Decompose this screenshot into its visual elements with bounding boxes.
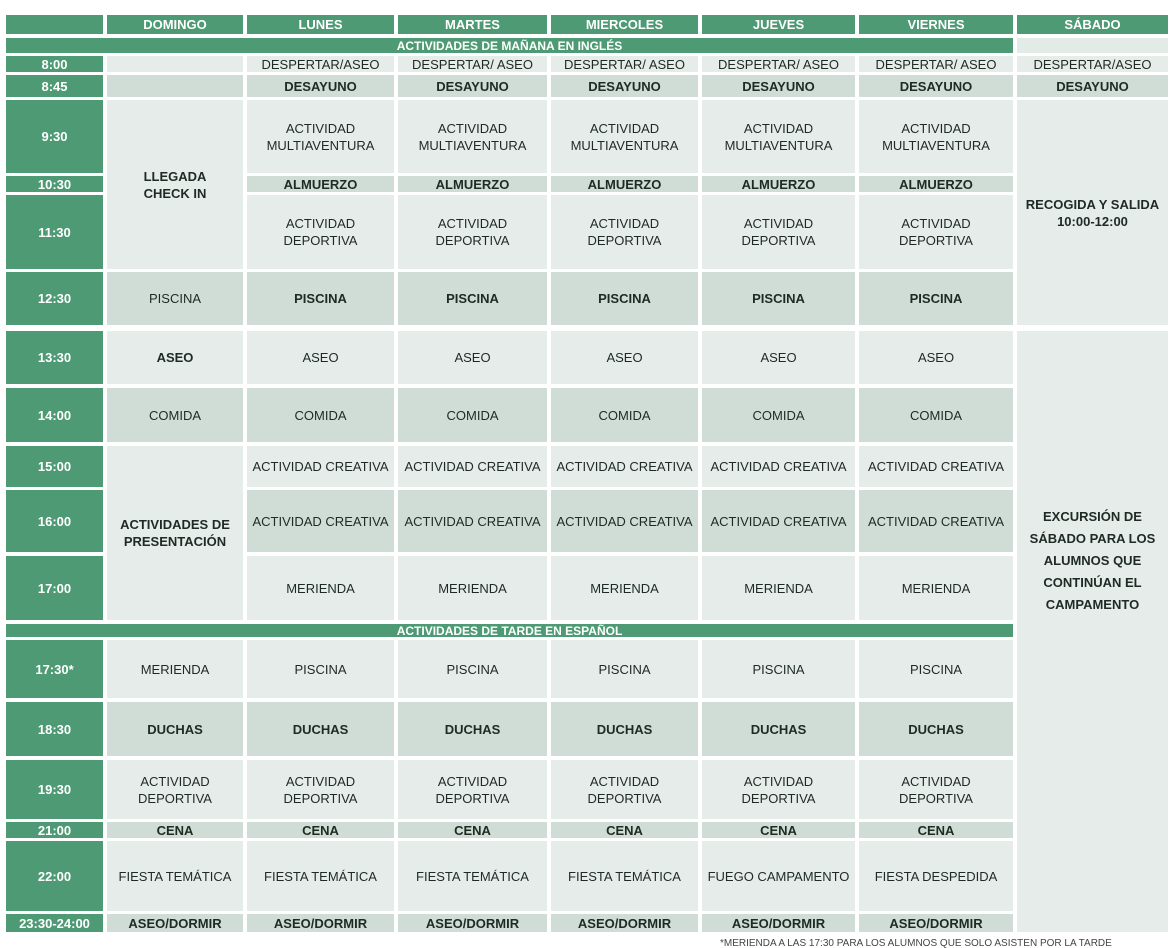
time-cell: 16:00	[6, 490, 103, 552]
activity-cell: DESPERTAR/ ASEO	[398, 56, 547, 72]
sunday-arrival-cell: LLEGADA CHECK IN	[107, 100, 243, 269]
activity-cell: DESPERTAR/ ASEO	[551, 56, 698, 72]
activity-cell: ACTIVIDAD DEPORTIVA	[702, 195, 855, 269]
activity-cell: CENA	[398, 822, 547, 838]
activity-cell: PISCINA	[551, 272, 698, 325]
activity-cell: DESAYUNO	[702, 75, 855, 97]
activity-cell: ASEO/DORMIR	[398, 914, 547, 932]
activity-cell: MERIENDA	[551, 556, 698, 620]
activity-cell: FIESTA TEMÁTICA	[107, 841, 243, 911]
activity-cell: CENA	[551, 822, 698, 838]
activity-cell: DESPERTAR/ ASEO	[859, 56, 1013, 72]
time-cell: 17:30*	[6, 640, 103, 698]
activity-cell: MERIENDA	[398, 556, 547, 620]
sunday-presentation-cell: ACTIVIDADES DE PRESENTACIÓN	[107, 446, 243, 620]
activity-cell: ALMUERZO	[702, 176, 855, 192]
activity-cell: ACTIVIDAD DEPORTIVA	[247, 760, 394, 819]
time-cell: 13:30	[6, 331, 103, 384]
activity-cell: ACTIVIDAD MULTIAVENTURA	[551, 100, 698, 173]
activity-cell: PISCINA	[398, 640, 547, 698]
activity-cell: PISCINA	[859, 640, 1013, 698]
day-header-sabado: SÁBADO	[1017, 15, 1168, 34]
activity-cell: DUCHAS	[702, 702, 855, 756]
activity-cell: ASEO/DORMIR	[107, 914, 243, 932]
activity-cell: COMIDA	[702, 388, 855, 442]
activity-cell: ACTIVIDAD DEPORTIVA	[702, 760, 855, 819]
time-cell: 11:30	[6, 195, 103, 269]
activity-cell: MERIENDA	[859, 556, 1013, 620]
activity-cell: MERIENDA	[247, 556, 394, 620]
activity-cell: COMIDA	[107, 388, 243, 442]
activity-cell: ACTIVIDAD MULTIAVENTURA	[859, 100, 1013, 173]
activity-cell: ASEO	[107, 331, 243, 384]
activity-cell: ASEO	[702, 331, 855, 384]
activity-cell: DUCHAS	[859, 702, 1013, 756]
activity-cell: DESAYUNO	[551, 75, 698, 97]
activity-cell: COMIDA	[398, 388, 547, 442]
activity-cell: DUCHAS	[107, 702, 243, 756]
activity-cell: DESAYUNO	[247, 75, 394, 97]
activity-cell: ACTIVIDAD MULTIAVENTURA	[702, 100, 855, 173]
time-cell: 19:30	[6, 760, 103, 819]
activity-cell: FIESTA DESPEDIDA	[859, 841, 1013, 911]
activity-cell: PISCINA	[859, 272, 1013, 325]
day-header-domingo: DOMINGO	[107, 15, 243, 34]
activity-cell: ACTIVIDAD CREATIVA	[702, 490, 855, 552]
activity-cell: ASEO	[247, 331, 394, 384]
activity-cell: DUCHAS	[551, 702, 698, 756]
activity-cell: ACTIVIDAD DEPORTIVA	[107, 760, 243, 819]
time-cell: 14:00	[6, 388, 103, 442]
time-cell: 18:30	[6, 702, 103, 756]
saturday-excursion-cell: EXCURSIÓN DE SÁBADO PARA LOS ALUMNOS QUE CONTINÚAN EL CAMPAMENTO	[1017, 331, 1168, 932]
activity-cell: CENA	[107, 822, 243, 838]
activity-cell: COMIDA	[551, 388, 698, 442]
activity-cell: PISCINA	[247, 272, 394, 325]
section-band-morning: ACTIVIDADES DE MAÑANA EN INGLÉS	[6, 38, 1013, 53]
activity-cell: PISCINA	[551, 640, 698, 698]
activity-cell: PISCINA	[398, 272, 547, 325]
activity-cell: ASEO/DORMIR	[247, 914, 394, 932]
time-cell: 12:30	[6, 272, 103, 325]
activity-cell: PISCINA	[702, 272, 855, 325]
activity-cell: DESAYUNO	[1017, 75, 1168, 97]
activity-cell: FIESTA TEMÁTICA	[247, 841, 394, 911]
activity-cell: CENA	[702, 822, 855, 838]
activity-cell: PISCINA	[107, 272, 243, 325]
activity-cell: ACTIVIDAD CREATIVA	[398, 490, 547, 552]
activity-cell: ACTIVIDAD DEPORTIVA	[859, 760, 1013, 819]
time-cell: 8:45	[6, 75, 103, 97]
activity-cell: ACTIVIDAD CREATIVA	[398, 446, 547, 487]
activity-cell	[107, 56, 243, 72]
time-cell: 15:00	[6, 446, 103, 487]
activity-cell: ASEO	[551, 331, 698, 384]
activity-cell: CENA	[247, 822, 394, 838]
activity-cell: ASEO/DORMIR	[551, 914, 698, 932]
day-header-jueves: JUEVES	[702, 15, 855, 34]
activity-cell: DESAYUNO	[398, 75, 547, 97]
day-header-martes: MARTES	[398, 15, 547, 34]
activity-cell: ACTIVIDAD MULTIAVENTURA	[398, 100, 547, 173]
activity-cell: ALMUERZO	[398, 176, 547, 192]
activity-cell: DUCHAS	[247, 702, 394, 756]
activity-cell: ALMUERZO	[551, 176, 698, 192]
activity-cell: FIESTA TEMÁTICA	[551, 841, 698, 911]
footnote: *MERIENDA A LAS 17:30 PARA LOS ALUMNOS QUE SOLO ASISTEN POR LA TARDE	[720, 938, 1112, 948]
header-corner	[6, 15, 103, 34]
time-cell: 9:30	[6, 100, 103, 173]
activity-cell: ACTIVIDAD DEPORTIVA	[398, 195, 547, 269]
activity-cell: PISCINA	[247, 640, 394, 698]
activity-cell: COMIDA	[859, 388, 1013, 442]
activity-cell: ACTIVIDAD CREATIVA	[859, 490, 1013, 552]
activity-cell: DESPERTAR/ASEO	[1017, 56, 1168, 72]
activity-cell: ACTIVIDAD DEPORTIVA	[551, 760, 698, 819]
activity-cell: ACTIVIDAD CREATIVA	[859, 446, 1013, 487]
time-cell: 23:30-24:00	[6, 914, 103, 932]
activity-cell: CENA	[859, 822, 1013, 838]
activity-cell: DUCHAS	[398, 702, 547, 756]
activity-cell: ACTIVIDAD CREATIVA	[247, 446, 394, 487]
time-cell: 17:00	[6, 556, 103, 620]
activity-cell: ASEO/DORMIR	[859, 914, 1013, 932]
activity-cell: ACTIVIDAD DEPORTIVA	[398, 760, 547, 819]
activity-cell: DESPERTAR/ ASEO	[702, 56, 855, 72]
activity-cell: ACTIVIDAD CREATIVA	[551, 446, 698, 487]
activity-cell: ASEO/DORMIR	[702, 914, 855, 932]
activity-cell: PISCINA	[702, 640, 855, 698]
activity-cell: ACTIVIDAD CREATIVA	[551, 490, 698, 552]
activity-cell: ACTIVIDAD MULTIAVENTURA	[247, 100, 394, 173]
activity-cell: ACTIVIDAD CREATIVA	[247, 490, 394, 552]
section-band-afternoon: ACTIVIDADES DE TARDE EN ESPAÑOL	[6, 624, 1013, 637]
activity-cell: DESPERTAR/ASEO	[247, 56, 394, 72]
activity-cell: ACTIVIDAD CREATIVA	[702, 446, 855, 487]
section-band-blank	[1017, 38, 1168, 53]
activity-cell: COMIDA	[247, 388, 394, 442]
time-cell: 10:30	[6, 176, 103, 192]
time-cell: 22:00	[6, 841, 103, 911]
day-header-miercoles: MIERCOLES	[551, 15, 698, 34]
activity-cell: FUEGO CAMPAMENTO	[702, 841, 855, 911]
activity-cell: ACTIVIDAD DEPORTIVA	[551, 195, 698, 269]
time-cell: 8:00	[6, 56, 103, 72]
activity-cell: MERIENDA	[702, 556, 855, 620]
activity-cell: ACTIVIDAD DEPORTIVA	[859, 195, 1013, 269]
activity-cell: ASEO	[859, 331, 1013, 384]
time-cell: 21:00	[6, 822, 103, 838]
activity-cell: MERIENDA	[107, 640, 243, 698]
saturday-pickup-cell: RECOGIDA Y SALIDA 10:00-12:00	[1017, 100, 1168, 325]
activity-cell: ASEO	[398, 331, 547, 384]
activity-cell: FIESTA TEMÁTICA	[398, 841, 547, 911]
activity-cell	[107, 75, 243, 97]
activity-cell: ALMUERZO	[247, 176, 394, 192]
activity-cell: ACTIVIDAD DEPORTIVA	[247, 195, 394, 269]
activity-cell: DESAYUNO	[859, 75, 1013, 97]
activity-cell: ALMUERZO	[859, 176, 1013, 192]
day-header-viernes: VIERNES	[859, 15, 1013, 34]
day-header-lunes: LUNES	[247, 15, 394, 34]
